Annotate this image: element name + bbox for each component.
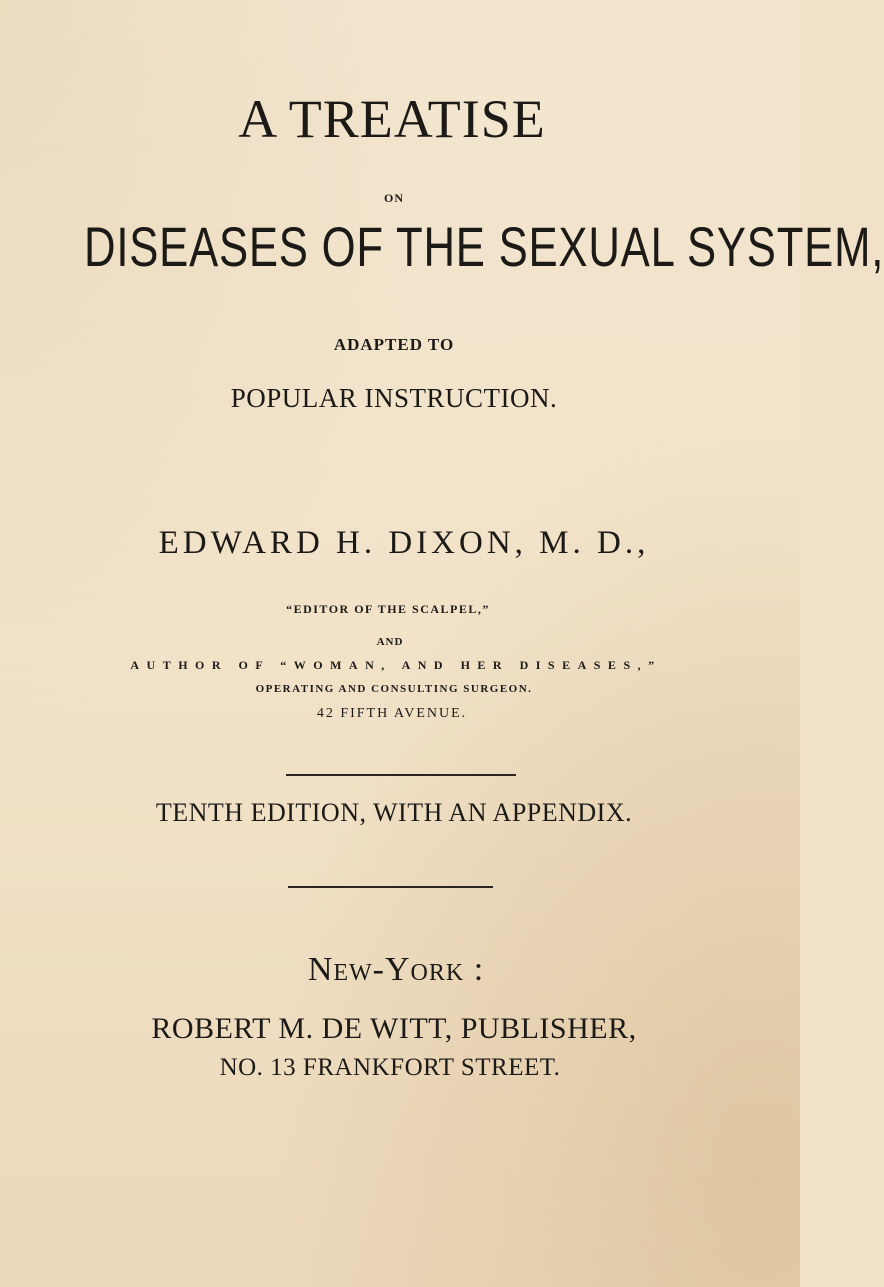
on-line: ON: [384, 191, 404, 205]
adapted-to-line: ADAPTED TO: [333, 335, 455, 354]
and-line: AND: [376, 636, 404, 648]
divider-rule-bottom: [288, 886, 493, 888]
editor-credit: “EDITOR OF THE SCALPEL,”: [286, 602, 490, 616]
author-of-credit: AUTHOR OF “WOMAN, AND HER DISEASES,”: [130, 658, 662, 672]
publication-city: New-York :: [307, 951, 485, 988]
publisher-address: NO. 13 FRANKFORT STREET.: [219, 1054, 561, 1081]
author-address: 42 FIFTH AVENUE.: [316, 706, 468, 721]
author-name: EDWARD H. DIXON, M. D.,: [158, 525, 650, 561]
popular-instruction-line: POPULAR INSTRUCTION.: [230, 383, 558, 413]
edition-line: TENTH EDITION, WITH AN APPENDIX.: [155, 798, 633, 827]
surgeon-credit: OPERATING AND CONSULTING SURGEON.: [255, 683, 533, 695]
publisher-name: ROBERT M. DE WITT, PUBLISHER,: [151, 1012, 637, 1045]
book-title: A TREATISE: [238, 89, 546, 149]
divider-rule-top: [286, 774, 516, 776]
subject-heading: DISEASES OF THE SEXUAL SYSTEM,: [84, 215, 884, 278]
